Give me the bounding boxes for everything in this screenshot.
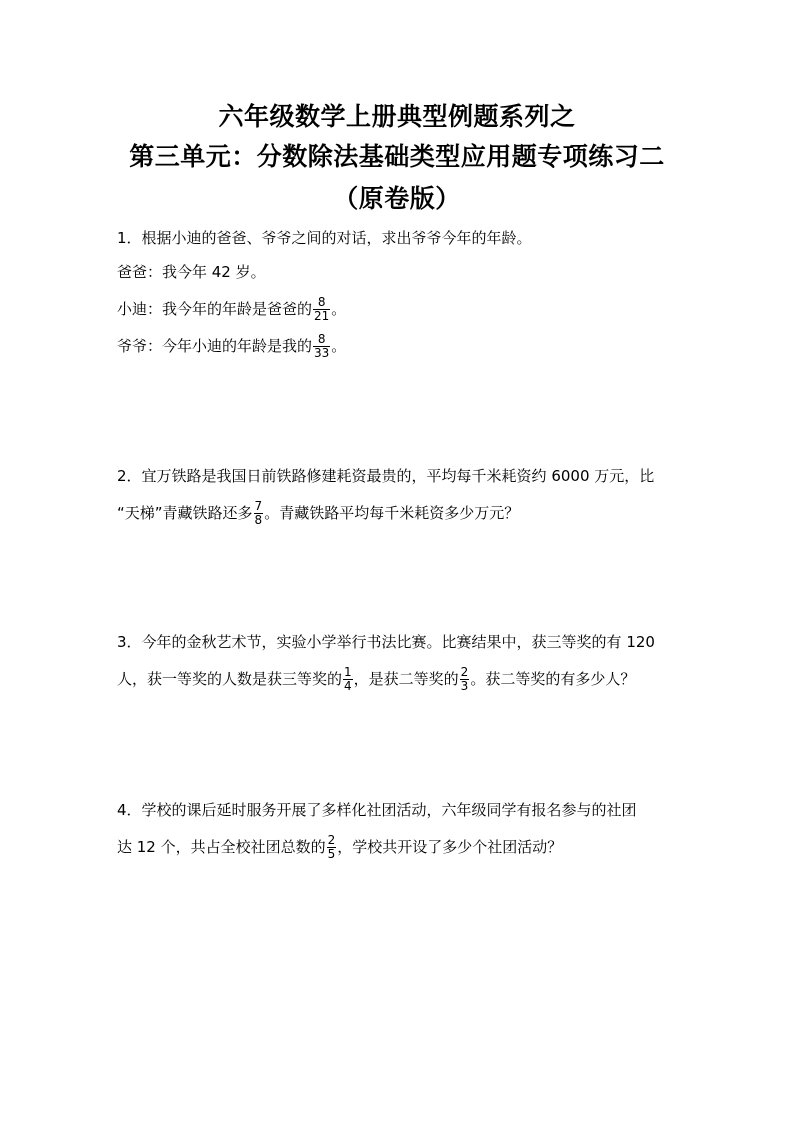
fraction-numerator: 2 [327,833,336,847]
fraction-numerator: 8 [313,333,330,347]
question-3-text-b: ，是获二等奖的 [353,670,459,688]
question-2-line-1: 2．宜万铁路是我国日前铁路修建耗资最贵的，平均每千米耗资约 6000 万元，比 [117,467,655,485]
fraction-7-8 [254,500,264,527]
question-1-dad-line: 爸爸：我今年 42 岁。 [117,263,266,281]
fraction-numerator: 1 [344,665,352,679]
title-line-3: （原卷版） [333,184,461,213]
fraction-numerator: 7 [254,499,263,513]
question-1-grandpa-line [117,333,346,360]
fraction-numerator: 8 [313,296,330,310]
grandpa-text: 爷爷：今年小迪的年龄是我的 [117,337,313,355]
question-4-text-b: ，学校共开设了多少个社团活动？ [337,838,563,856]
question-2-text-b: 。青藏铁路平均每千米耗资多少万元？ [264,504,520,522]
fraction-2-3 [460,666,470,693]
fraction-denominator: 4 [344,679,352,693]
fraction-2-5 [327,834,337,861]
question-4-line-1: 4．学校的课后延时服务开展了多样化社团活动，六年级同学有报名参与的社团 [117,801,637,819]
question-2-line-2 [117,500,519,527]
fraction-denominator: 33 [314,346,330,360]
fraction-1-4 [343,666,353,693]
fraction-numerator: 2 [460,665,469,679]
question-1-xiaodi-line [117,296,346,323]
question-3-text-c: 。获二等奖的有多少人？ [470,670,636,688]
question-3-line-2 [117,666,635,693]
fraction-8-21 [313,296,330,323]
fraction-8-33 [313,333,330,360]
fraction-denominator: 8 [254,513,263,527]
title-line-2: 第三单元：分数除法基础类型应用题专项练习二 [129,142,665,171]
fraction-denominator: 21 [314,309,330,323]
xiaodi-text: 小迪：我今年的年龄是爸爸的 [117,300,313,318]
question-3-text-a: 人，获一等奖的人数是获三等奖的 [117,670,343,688]
fraction-denominator: 3 [460,679,469,693]
question-4-text-a: 达 12 个，共占全校社团总数的 [117,838,326,856]
fraction-denominator: 5 [327,847,336,861]
question-3-line-1: 3．今年的金秋艺术节，实验小学举行书法比赛。比赛结果中，获三等奖的有 120 [117,633,655,651]
question-2-text-a: “天梯”青藏铁路还多 [117,504,253,522]
grandpa-period: 。 [331,337,347,355]
question-1-text: 1．根据小迪的爸爸、爷爷之间的对话，求出爷爷今年的年龄。 [117,229,532,247]
question-4-line-2 [117,834,562,861]
title-line-1: 六年级数学上册典型例题系列之 [218,102,576,131]
xiaodi-period: 。 [331,300,347,318]
